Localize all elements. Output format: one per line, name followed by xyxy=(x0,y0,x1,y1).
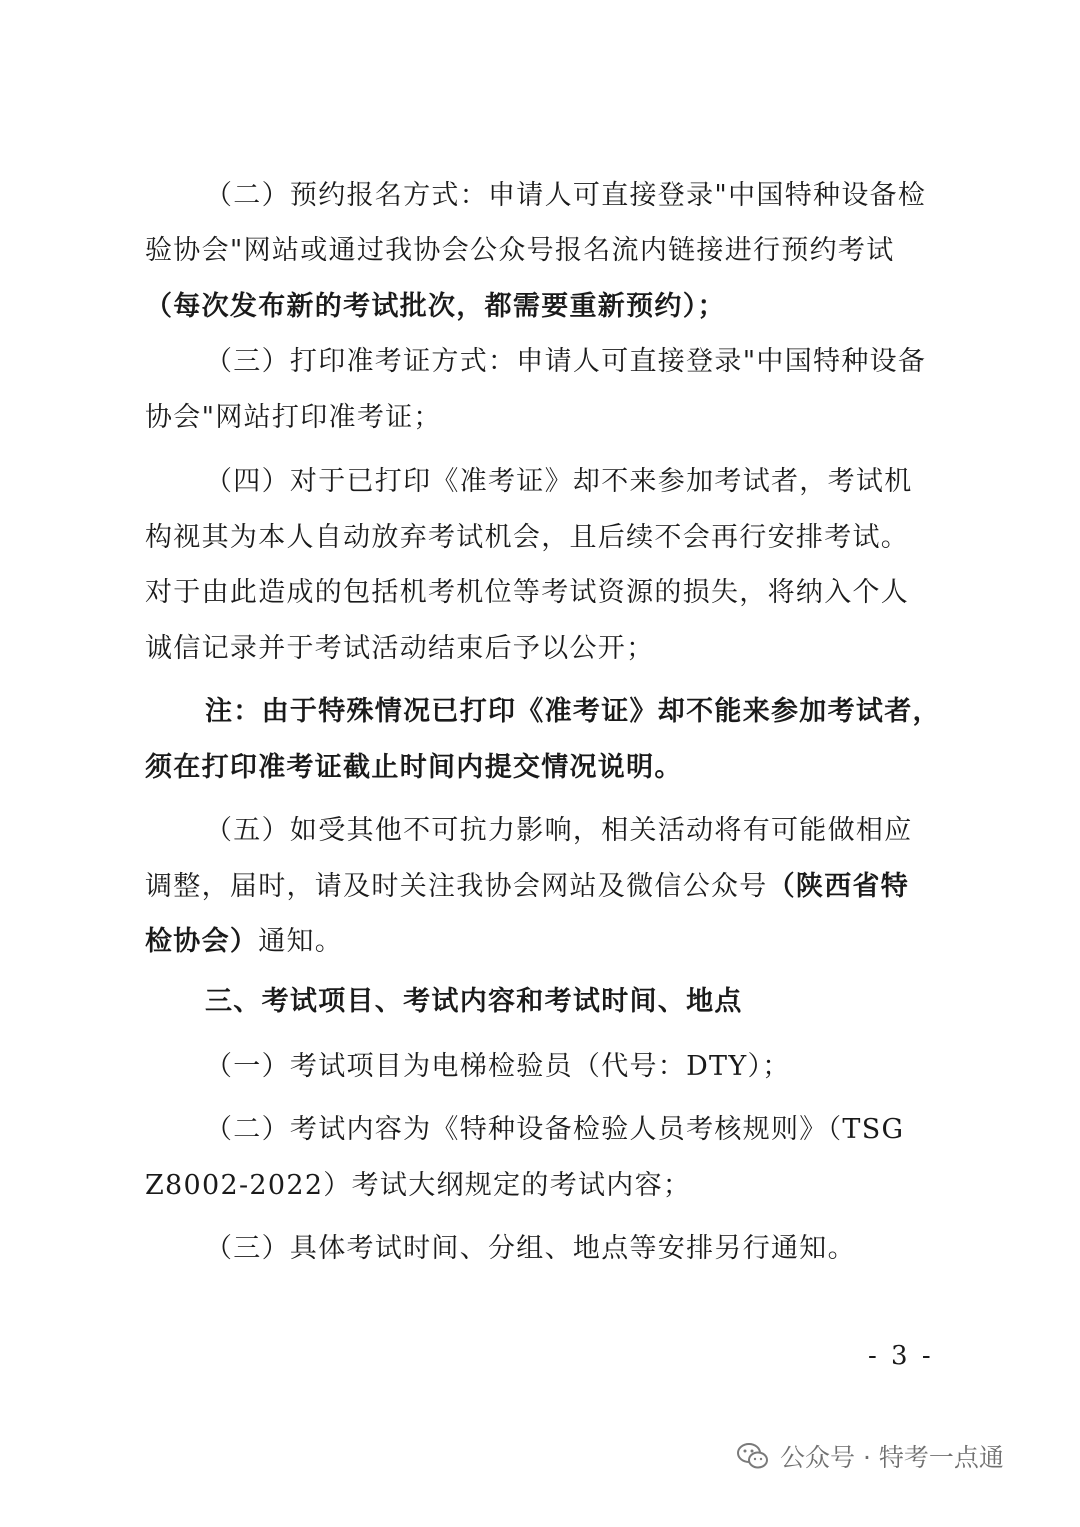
note-line: 须在打印准考证截止时间内提交情况说明。 xyxy=(145,752,683,783)
paragraph-line: （五）如受其他不可抗力影响，相关活动将有可能做相应 xyxy=(205,815,913,846)
paragraph-line: （二）预约报名方式：申请人可直接登录"中国特种设备检 xyxy=(205,180,927,211)
watermark-text: 公众号 · 特考一点通 xyxy=(780,1443,1004,1472)
line-text: 调整，届时，请及时关注我协会网站及微信公众号 xyxy=(145,871,768,902)
section-heading: 三、考试项目、考试内容和考试时间、地点 xyxy=(205,986,743,1017)
paragraph-line: （三）具体考试时间、分组、地点等安排另行通知。 xyxy=(205,1233,856,1264)
paragraph-line: 诚信记录并于考试活动结束后予以公开； xyxy=(145,633,655,664)
paragraph-line xyxy=(145,860,945,914)
paragraph-line: （四）对于已打印《准考证》却不来参加考试者，考试机 xyxy=(205,466,913,497)
line-text-bold: 检协会） xyxy=(145,926,259,957)
line-text-bold: （陕西省特 xyxy=(767,871,910,902)
paragraph-line: 构视其为本人自动放弃考试机会，且后续不会再行安排考试。 xyxy=(145,522,910,553)
wechat-icon xyxy=(736,1441,770,1471)
page-number: - 3 - xyxy=(868,1341,934,1371)
line-text: 通知。 xyxy=(258,926,344,957)
paragraph-line: （二）考试内容为《特种设备检验人员考核规则》（TSG xyxy=(205,1114,905,1145)
paragraph-line: Z8002-2022）考试大纲规定的考试内容； xyxy=(145,1170,692,1201)
paragraph-line: 协会"网站打印准考证； xyxy=(145,402,442,433)
paragraph-line: 对于由此造成的包括机考机位等考试资源的损失，将纳入个人 xyxy=(145,577,910,608)
watermark xyxy=(736,1434,1004,1478)
paragraph-line-bold: （每次发布新的考试批次，都需要重新预约）； xyxy=(145,291,726,322)
note-line: 注：由于特殊情况已打印《准考证》却不能来参加考试者， xyxy=(205,696,941,727)
paragraph-line: （三）打印准考证方式：申请人可直接登录"中国特种设备 xyxy=(205,346,927,377)
paragraph-line: （一）考试项目为电梯检验员（代号：DTY）； xyxy=(205,1051,791,1082)
paragraph-line: 验协会"网站或通过我协会公众号报名流内链接进行预约考试 xyxy=(145,235,895,266)
paragraph-line xyxy=(145,915,945,969)
